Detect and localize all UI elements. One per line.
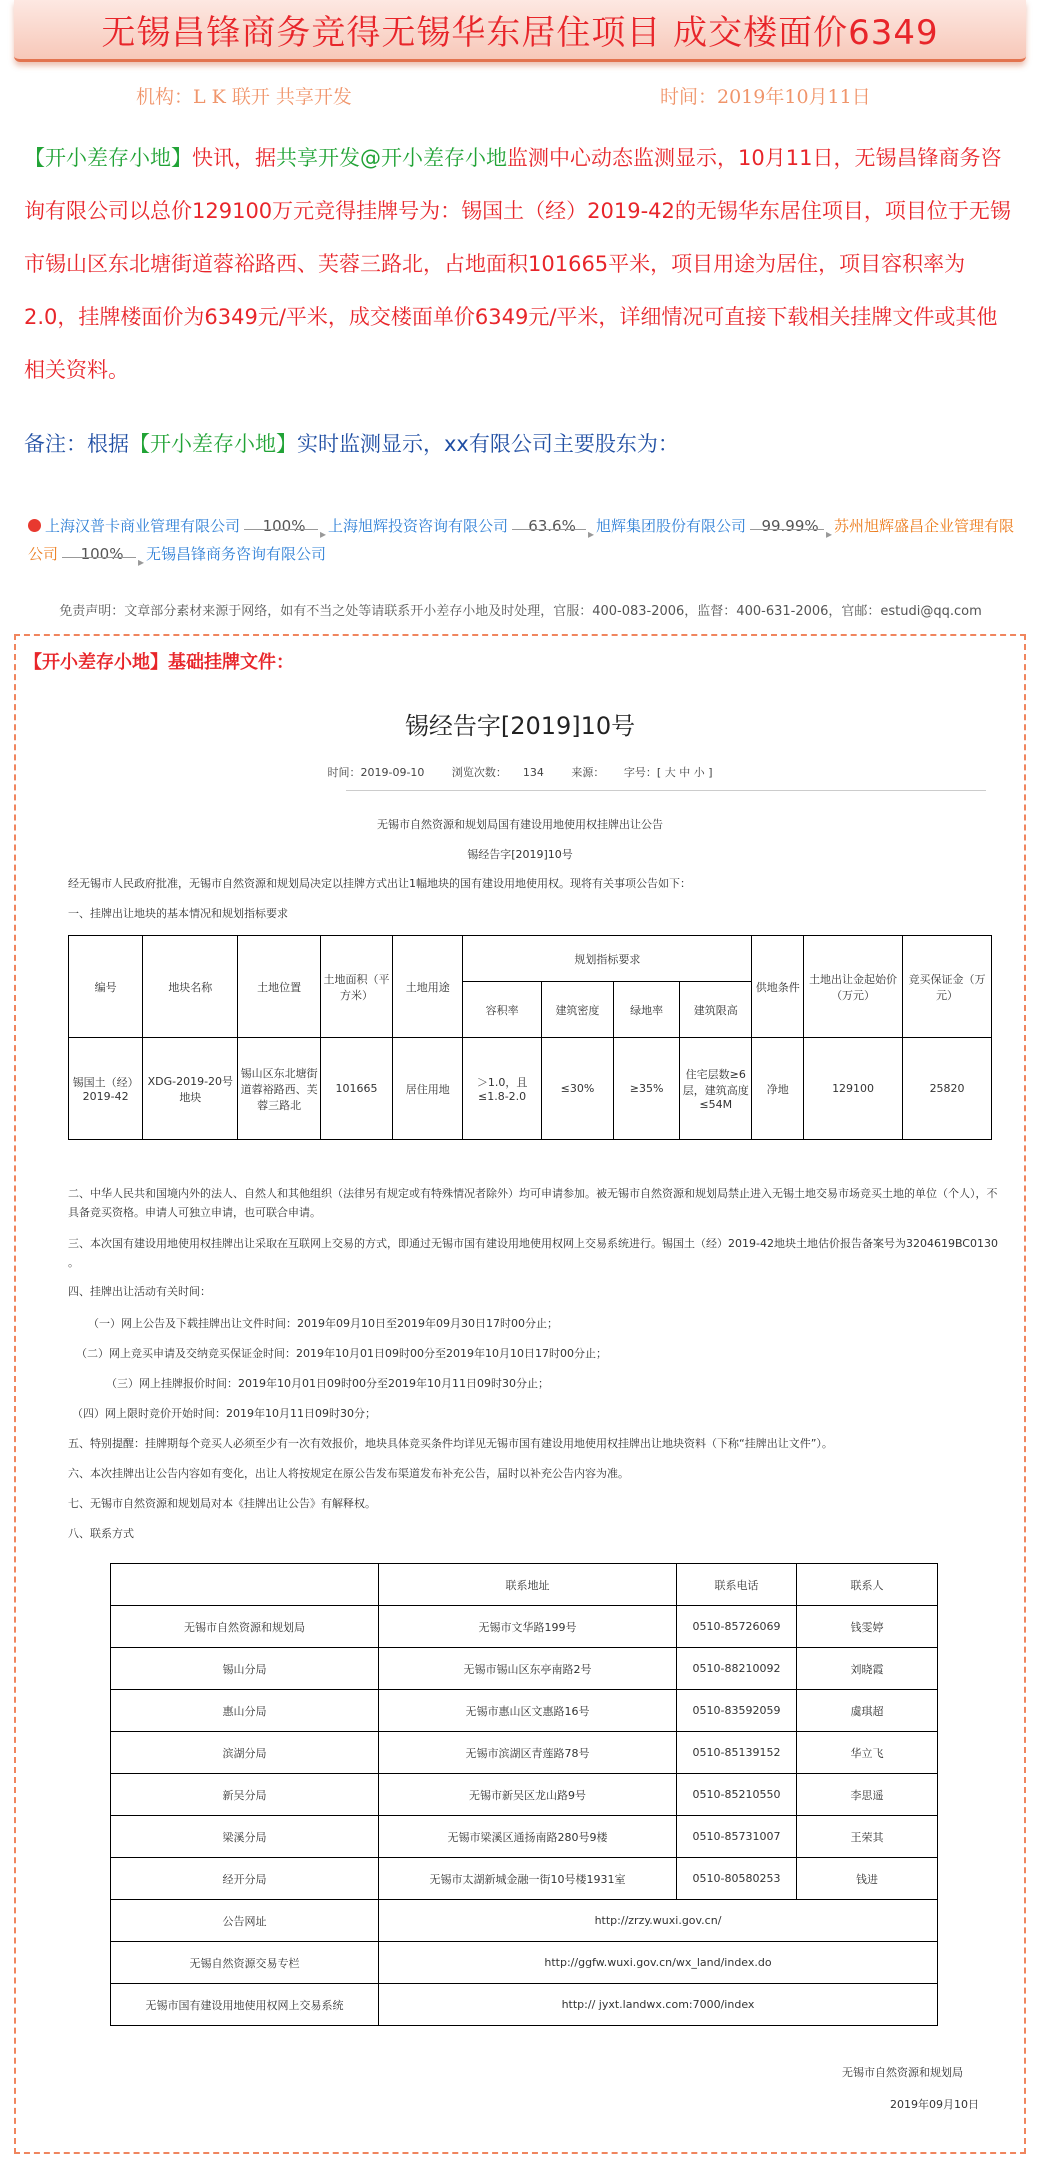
title-banner [14,0,1026,62]
contact-phone: 0510-80580253 [677,1858,797,1900]
col-green: 绿地率 [614,982,680,1038]
contact-address: 无锡市梁溪区通扬南路280号9楼 [379,1816,677,1858]
contact-org: 新吴分局 [111,1774,379,1816]
font-size-control[interactable]: 字号：[ 大 中 小 ] [623,766,713,779]
cell-far: ＞1.0，且≤1.8-2.0 [463,1038,541,1140]
contact-org: 惠山分局 [111,1690,379,1732]
doc-number: 锡经告字[2019]10号 [467,848,573,861]
link-url[interactable]: http://ggfw.wuxi.gov.cn/wx_land/index.do [379,1942,938,1984]
cell-density: ≤30% [541,1038,613,1140]
link-label: 无锡市国有建设用地使用权网上交易系统 [111,1984,379,2026]
listing-document-box [14,634,1026,2154]
doc-para-2: 二、中华人民共和国境内外的法人、自然人和其他组织（法律另有规定或有特殊情况者除外）均可申请参加。被无锡市自然资源和规划局禁止进入无锡土地交易市场竞买土地的单位（个人），不具备竞买资格。申请人可独立申请，也可联合申请。 [68,1187,998,1219]
remark-suffix: 实时监测显示，xx有限公司主要股东为： [297,432,679,456]
contact-person: 王荣其 [797,1816,938,1858]
contact-phone: 0510-85139152 [677,1732,797,1774]
contact-org: 梁溪分局 [111,1816,379,1858]
col-height: 建筑限高 [680,982,752,1038]
contact-person: 李思遥 [797,1774,938,1816]
contact-header-row [111,1564,938,1606]
col-planning: 规划指标要求 [463,936,752,982]
equity-chain [28,512,1018,568]
table-row [111,1606,938,1648]
contact-org: 滨湖分局 [111,1732,379,1774]
doc-para-4b: （二）网上竞买申请及交纳竞买保证金时间：2019年10月01日09时00分至2019年10月10日17时00分止； [76,1347,607,1360]
link-url[interactable]: http:// jyxt.landwx.com:7000/index [379,1984,938,2026]
doc-para-4: 四、挂牌出让活动有关时间： [68,1285,211,1298]
disclaimer: 免责声明：文章部分素材来源于网络，如有不当之处等请联系开小差存小地及时处理，官服：400-083-2006，监督：400-631-2006，官邮：estudi@qq.com [59,604,982,619]
contact-header: 联系地址 [379,1564,677,1606]
divider [346,790,986,791]
news-lead: 快讯，据 [192,146,276,170]
doc-para-7: 七、无锡市自然资源和规划局对本《挂牌出让公告》有解释权。 [68,1497,376,1510]
col-deposit: 竞买保证金（万元） [903,936,992,1038]
remark-tag: 【开小差存小地】 [129,432,297,456]
doc-para-8: 八、联系方式 [68,1527,134,1540]
news-tag: 【开小差存小地】 [24,146,192,170]
sign-org: 无锡市自然资源和规划局 [842,2066,963,2079]
contact-phone: 0510-88210092 [677,1648,797,1690]
contact-person: 钱雯婷 [797,1606,938,1648]
meta-time: 时间：2019年10月11日 [660,86,871,108]
contact-person: 刘晓霞 [797,1648,938,1690]
company-logo-icon [28,519,41,532]
cell-no: 锡国土（经）2019-42 [69,1038,143,1140]
company-link[interactable]: 上海旭辉投资咨询有限公司 [328,517,509,535]
col-use: 土地用途 [393,936,463,1038]
table-row [111,1690,938,1732]
doc-para-6: 六、本次挂牌出让公告内容如有变化，出让人将按规定在原公告发布渠道发布补充公告，届时以补充公告内容为准。 [68,1467,629,1480]
article-title: 无锡昌锋商务竞得无锡华东居住项目 成交楼面价6349 [101,13,939,53]
doc-para-4c: （三）网上挂牌报价时间：2019年10月01日09时00分至2019年10月11日09时30分止； [106,1377,549,1390]
contact-phone: 0510-85731007 [677,1816,797,1858]
col-location: 土地位置 [238,936,321,1038]
remark [24,428,679,458]
cell-supply: 净地 [752,1038,804,1140]
table-row [111,1900,938,1942]
contact-address: 无锡市滨湖区青莲路78号 [379,1732,677,1774]
link-label: 公告网址 [111,1900,379,1942]
contact-org: 经开分局 [111,1858,379,1900]
company-link[interactable]: 上海汉普卡商业管理有限公司 [45,517,241,535]
contact-table [110,1563,938,2026]
contact-org: 锡山分局 [111,1648,379,1690]
col-density: 建筑密度 [541,982,613,1038]
contact-header [111,1564,379,1606]
contact-header: 联系人 [797,1564,938,1606]
doc-para-5: 五、特别提醒：挂牌期每个竞买人必须至少有一次有效报价，地块具体竞买条件均详见无锡市国有建设用地使用权挂牌出让地块资料（下称“挂牌出让文件”）。 [68,1437,833,1450]
news-paragraph [24,132,1014,397]
doc-views: 134 [522,766,544,779]
sign-date: 2019年09月10日 [890,2098,979,2111]
table-row [111,1648,938,1690]
doc-views-label: 浏览次数： [451,766,507,779]
cell-location: 锡山区东北塘街道蓉裕路西、芙蓉三路北 [238,1038,321,1140]
table-row [111,1942,938,1984]
contact-address: 无锡市太湖新城金融一街10号楼1931室 [379,1858,677,1900]
col-no: 编号 [69,936,143,1038]
contact-person: 华立飞 [797,1732,938,1774]
contact-phone: 0510-85210550 [677,1774,797,1816]
doc-source: 来源： [571,766,605,779]
doc-time: 时间：2019-09-10 [327,766,425,779]
cell-use: 居住用地 [393,1038,463,1140]
contact-address: 无锡市惠山区文惠路16号 [379,1690,677,1732]
contact-address: 无锡市文华路199号 [379,1606,677,1648]
docbox-title: 【开小差存小地】基础挂牌文件： [24,652,294,673]
meta-org: 机构：L K 联开 共享开发 [136,86,352,108]
contact-address: 无锡市锡山区东亭南路2号 [379,1648,677,1690]
doc-para-4a: （一）网上公告及下载挂牌出让文件时间：2019年09月10日至2019年09月30日17时00分止； [88,1317,558,1330]
share-percent: ▸ 100% [244,512,324,540]
doc-subtitle: 无锡市自然资源和规划局国有建设用地使用权挂牌出让公告 [377,818,663,831]
company-link[interactable]: 苏州旭辉盛昌企业管理有限公司 [28,517,1015,563]
remark-prefix: 备注：根据 [24,432,129,456]
plot-table [68,935,992,1140]
cell-deposit: 25820 [903,1038,992,1140]
table-row [69,1038,992,1140]
company-link[interactable]: 旭辉集团股份有限公司 [596,517,747,535]
doc-heading: 锡经告字[2019]10号 [404,712,636,740]
table-row [111,1732,938,1774]
link-url[interactable]: http://zrzy.wuxi.gov.cn/ [379,1900,938,1942]
doc-para-3: 三、本次国有建设用地使用权挂牌出让采取在互联网上交易的方式，即通过无锡市国有建设用地使用权网上交易系统进行。锡国土（经）2019-42地块土地估价报告备案号为3204619BC0130 。 [68,1237,998,1269]
link-label: 无锡自然资源交易专栏 [111,1942,379,1984]
doc-section-1: 一、挂牌出让地块的基本情况和规划指标要求 [68,907,288,920]
news-source-link[interactable]: 共享开发@开小差存小地 [276,146,507,170]
col-start-price: 土地出让金起始价（万元） [804,936,903,1038]
col-area: 土地面积（平方米） [320,936,392,1038]
table-row [111,1816,938,1858]
doc-intro: 经无锡市人民政府批准，无锡市自然资源和规划局决定以挂牌方式出让1幅地块的国有建设用地使用权。现将有关事项公告如下： [68,877,691,890]
share-percent: ▸ 100% [62,540,142,568]
share-percent: ▸ 99.99% [750,512,830,540]
doc-info [16,764,1024,780]
contact-person: 钱进 [797,1858,938,1900]
contact-address: 无锡市新吴区龙山路9号 [379,1774,677,1816]
doc-para-4d: （四）网上限时竞价开始时间：2019年10月11日09时30分； [72,1407,376,1420]
col-name: 地块名称 [143,936,238,1038]
cell-area: 101665 [320,1038,392,1140]
table-row [111,1858,938,1900]
table-row [111,1984,938,2026]
cell-start-price: 129100 [804,1038,903,1140]
company-link[interactable]: 无锡昌锋商务咨询有限公司 [146,545,327,563]
contact-org: 无锡市自然资源和规划局 [111,1606,379,1648]
share-percent: ▸ 63.6% [512,512,592,540]
meta-row [0,82,1041,112]
contact-phone: 0510-85726069 [677,1606,797,1648]
table-row [111,1774,938,1816]
cell-height: 住宅层数≥6层，建筑高度≤54M [680,1038,752,1140]
contact-phone: 0510-83592059 [677,1690,797,1732]
contact-person: 虞琪超 [797,1690,938,1732]
col-far: 容积率 [463,982,541,1038]
col-supply: 供地条件 [752,936,804,1038]
contact-header: 联系电话 [677,1564,797,1606]
cell-name: XDG-2019-20号地块 [143,1038,238,1140]
cell-green: ≥35% [614,1038,680,1140]
news-body: 监测中心动态监测显示，10月11日，无锡昌锋商务咨询有限公司以总价129100万元竞得挂牌号为：锡国土（经）2019-42的无锡华东居住项目，项目位于无锡市锡山区东北塘街道蓉裕路西、芙蓉三路北，占地面积101665平米，项目用途为居住，项目容积率为2.0，挂牌楼面价为6349元/平米，成交楼面单价6349元/平米，详细情况可直接下载相关挂牌文件或其他相关资料。 [24,146,1011,382]
